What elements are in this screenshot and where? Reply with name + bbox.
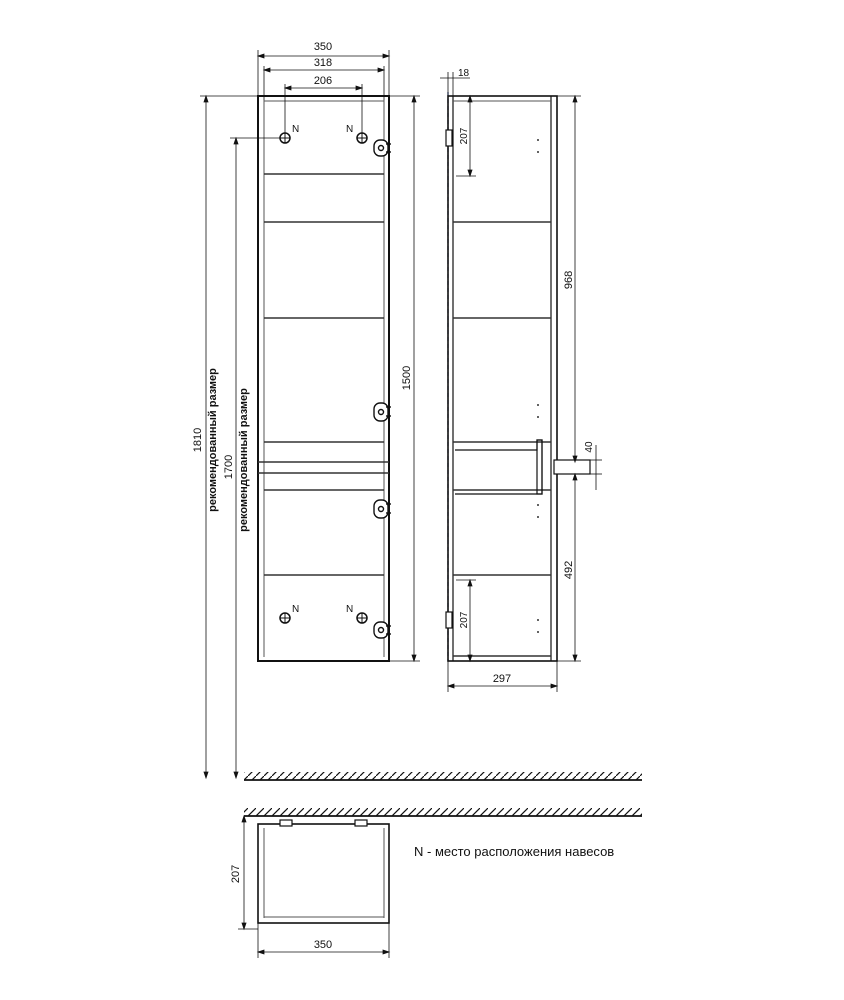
top-dim-depth: 207 [230, 864, 242, 884]
front-view [192, 41, 420, 778]
side-protrusion [554, 460, 590, 474]
side-open-shelf [455, 440, 542, 494]
dim-hinge-top: 207 [459, 127, 470, 145]
dim-hinge-bottom: 207 [459, 611, 470, 629]
hinge-mount-bottom-left [280, 604, 299, 623]
hinge-mount-top-left [280, 124, 299, 143]
top-dim-width: 350 [313, 939, 333, 951]
dim-shelf-gap: 40 [584, 441, 595, 453]
wall-brackets [446, 130, 452, 628]
dim-lower-height: 492 [563, 560, 575, 580]
top-view [230, 808, 642, 958]
dim-mount-1810: 1810 [192, 427, 204, 453]
legend-text: N - место расположения навесов [414, 844, 615, 859]
hinge-marker-2: N [346, 124, 354, 135]
label-recommended-1: рекомендованный размер [207, 368, 219, 512]
hinge-marker-3: N [292, 604, 300, 615]
dim-width-inner: 318 [313, 57, 333, 69]
hinge-marker-4: N [346, 604, 354, 615]
hinge-mount-bottom-right [346, 604, 367, 623]
hinge-mount-top-right [346, 124, 367, 143]
dim-depth: 297 [492, 673, 512, 685]
front-cabinet-outline [258, 96, 389, 661]
top-cabinet-outline [258, 824, 389, 923]
dim-height-total: 1500 [401, 365, 413, 391]
shelf-pin-dots [537, 139, 539, 633]
dim-panel-thickness: 18 [458, 68, 470, 79]
label-recommended-2: рекомендованный размер [238, 388, 250, 532]
hinge-marker-1: N [292, 124, 300, 135]
dim-mount-1700: 1700 [223, 454, 235, 480]
front-shelves [258, 174, 389, 575]
floor-line [244, 772, 642, 780]
dim-hinge-spacing: 206 [313, 75, 333, 87]
dim-width-outer: 350 [313, 41, 333, 53]
dim-upper-height: 968 [563, 270, 575, 290]
side-view [440, 68, 602, 692]
side-cabinet-outline [448, 96, 557, 661]
side-shelves [453, 222, 551, 656]
